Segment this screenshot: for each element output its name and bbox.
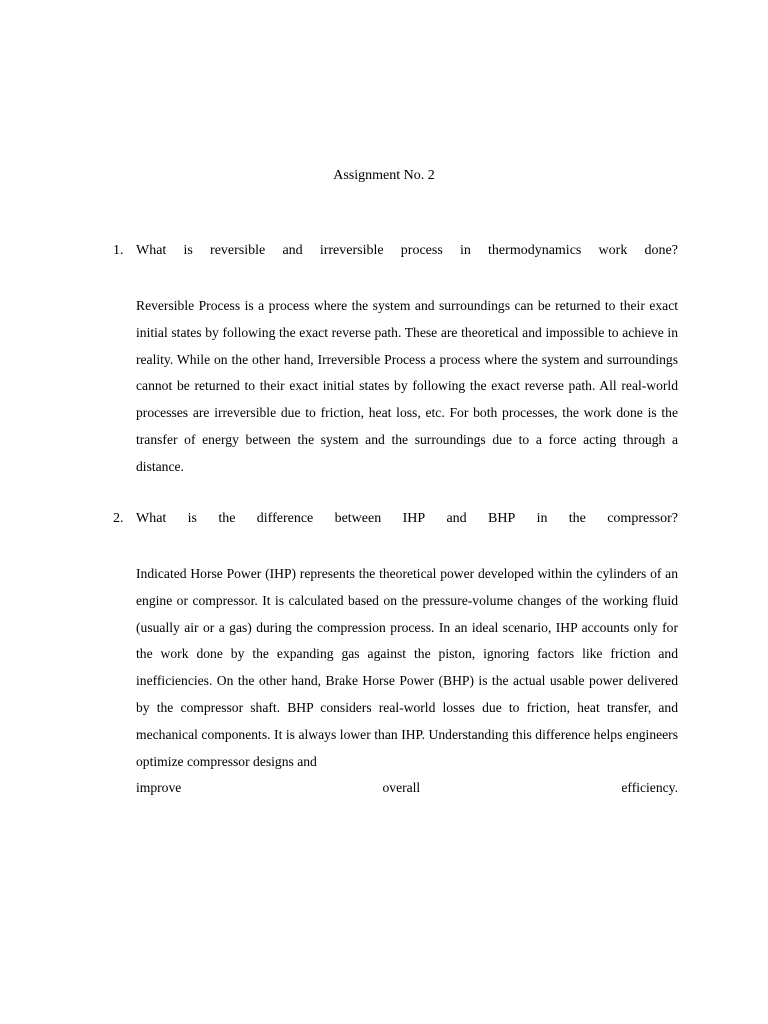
question-word: in (459, 243, 471, 258)
answer-paragraph-1: Reversible Process is a process where the system and surroundings can be returned to their exact initial states by following the exact reverse path. These are theoretical and impossible to achieve in reality. While on the other hand, Irreversible Process a process where the system and surroundings cannot be returned to their exact initial states by following the exact reverse path. All real-world processes are irreversible due to friction, heat loss, etc. For both processes, the work done is the transfer of energy between the system and the surroundings due to a force acting through a distance. (136, 298, 678, 474)
question-word: the (568, 511, 586, 526)
question-word: done? (644, 243, 678, 258)
question-item-2 (113, 508, 678, 802)
question-word: and (282, 243, 303, 258)
question-word: is (187, 511, 197, 526)
answer-word: improve (136, 780, 182, 796)
question-number: 2. (113, 511, 124, 526)
question-word: thermodynamics (488, 243, 582, 258)
question-1 (113, 240, 678, 262)
question-word: in (536, 511, 548, 526)
question-word: difference (256, 511, 314, 526)
question-word: and (446, 511, 467, 526)
question-word: between (334, 511, 382, 526)
question-word: work (598, 243, 628, 258)
question-word: What (136, 511, 167, 526)
question-text (136, 240, 678, 262)
question-word: irreversible (319, 243, 384, 258)
question-word: reversible (210, 243, 266, 258)
question-word: the (218, 511, 236, 526)
question-number: 1. (113, 243, 124, 258)
question-text (136, 508, 678, 530)
question-word: is (183, 243, 193, 258)
question-word: process (400, 243, 443, 258)
question-word: What (136, 243, 167, 258)
question-2 (113, 508, 678, 530)
question-item-1 (113, 240, 678, 481)
document-title: Assignment No. 2 (333, 168, 435, 183)
answer-word: efficiency. (621, 780, 678, 796)
answer-body: Indicated Horse Power (IHP) represents the theoretical power developed within the cylinders of an engine or compressor. It is calculated based on the pressure-volume changes of the working fluid (usually air or a gas) during the compression process. In an ideal scenario, IHP accounts only for the work done by the expanding gas against the piston, ignoring factors like friction and inefficiencies. On the other hand, Brake Horse Power (BHP) is the actual usable power delivered by the compressor shaft. BHP considers real-world losses due to friction, heat transfer, and mechanical components. It is always lower than IHP. Understanding this difference helps engineers optimize compressor designs and (136, 566, 678, 769)
answer-last-line (136, 775, 678, 802)
question-word: compressor? (607, 511, 678, 526)
question-word: IHP (402, 511, 426, 526)
question-word: BHP (488, 511, 516, 526)
answer-paragraph-2 (136, 561, 678, 802)
answer-word: overall (382, 780, 421, 796)
